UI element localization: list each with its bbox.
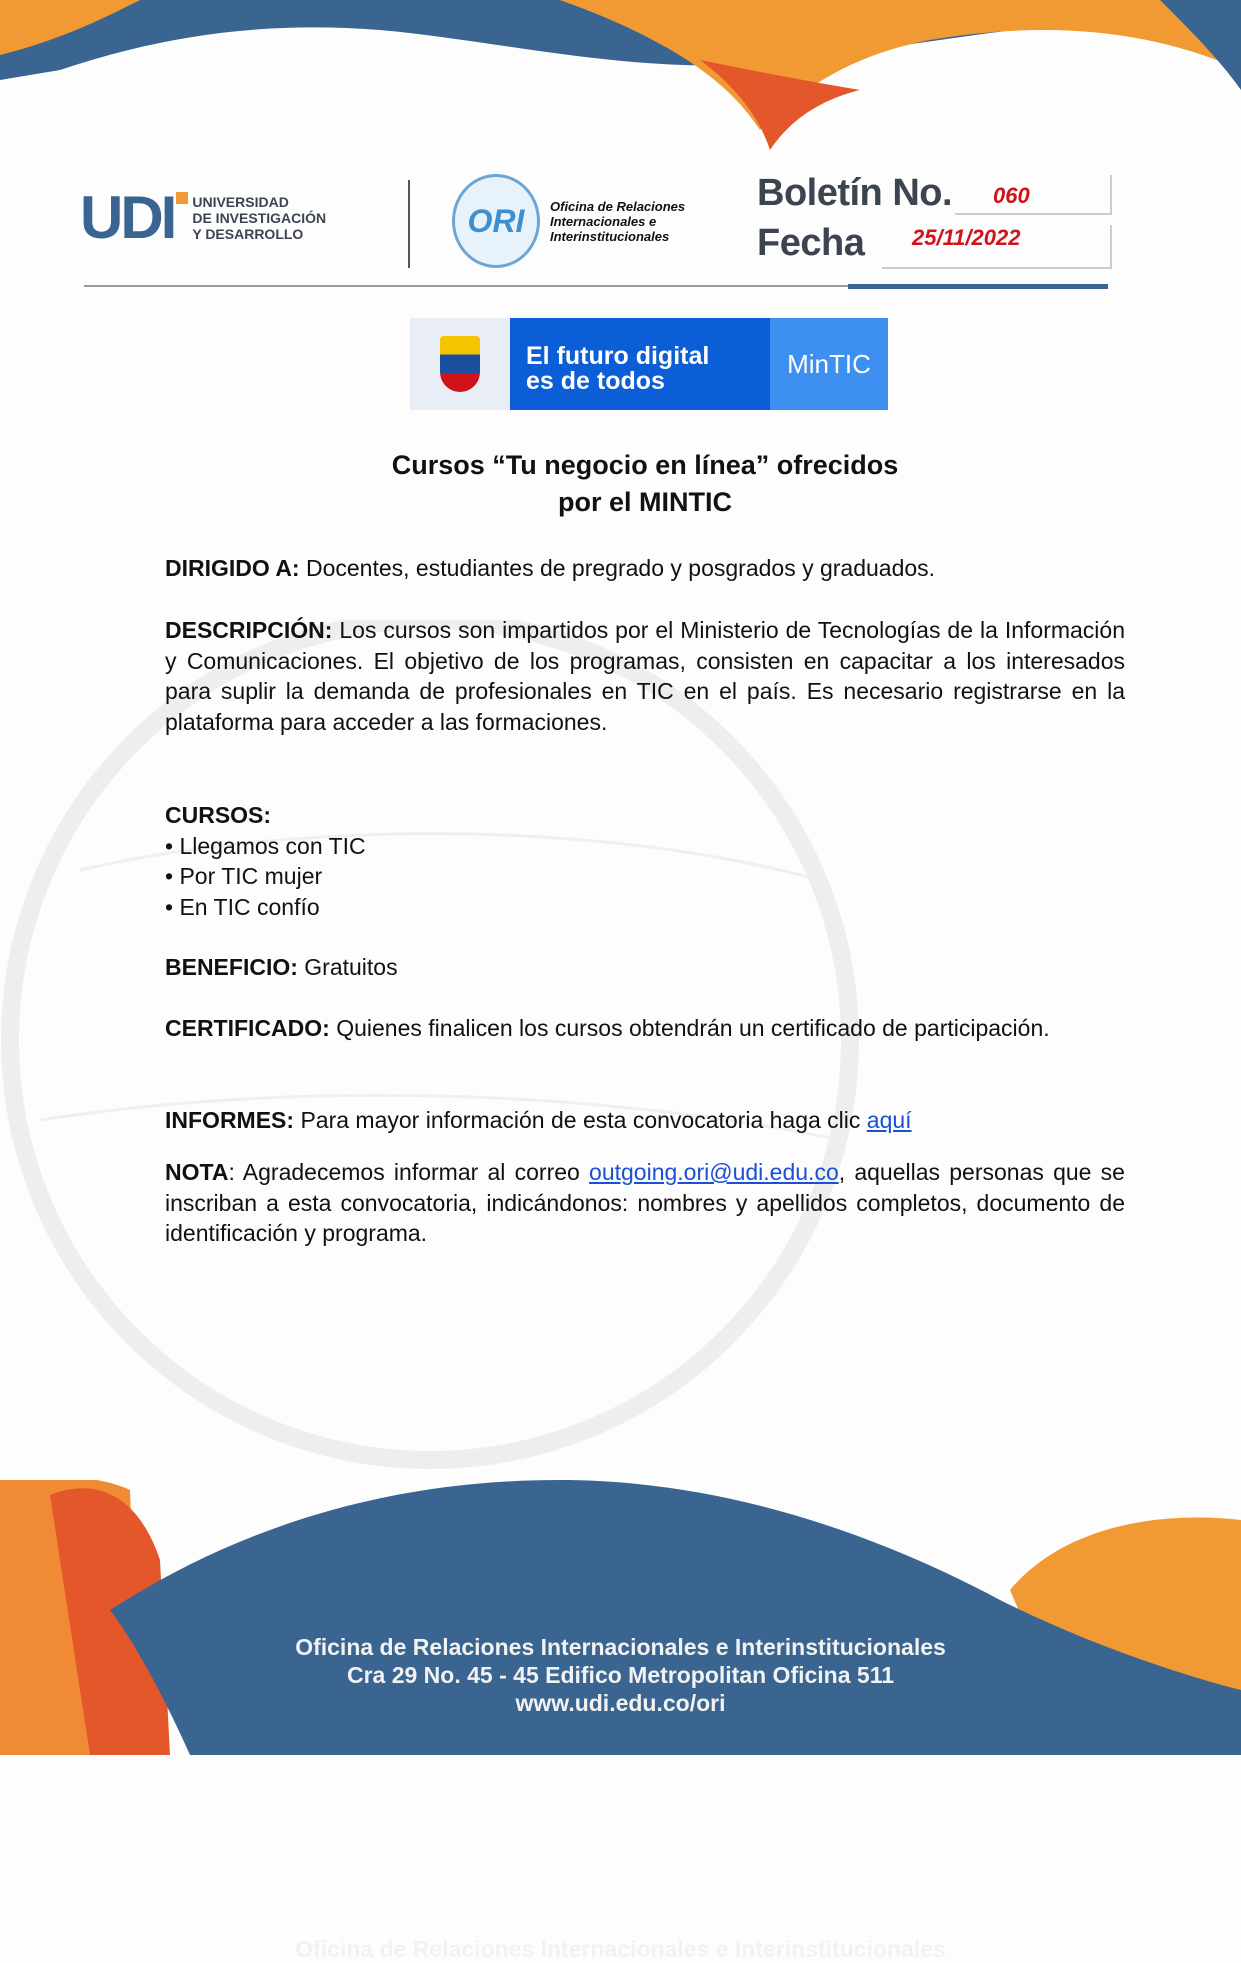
- header-rule-accent: [848, 284, 1108, 289]
- boletin-number: 060: [993, 183, 1030, 208]
- top-wave-decoration: [0, 0, 1241, 160]
- informes-paragraph: INFORMES: Para mayor información de esta convocatoria haga clic aquí: [165, 1107, 912, 1133]
- footer-website-link[interactable]: www.udi.edu.co/ori: [515, 1690, 726, 1716]
- ori-watermark: [0, 620, 900, 1520]
- colombia-coat-of-arms-icon: [410, 318, 510, 410]
- descripcion-paragraph: DESCRIPCIÓN: Los cursos son impartidos por el Ministerio de Tecnologías de la Información y Comunicaciones. El objetivo de los programas, consisten en capacitar a los interesados para suplir la demanda de profesionales en TIC en el país. Es necesario registrarse en la plataforma para acceder a las formaciones.: [165, 617, 1125, 735]
- boletin-label: Boletín No.: [757, 172, 953, 214]
- ori-logo: ORI Oficina de Relaciones Internacionales e Interinstitucionales: [452, 174, 685, 268]
- header-divider: [408, 180, 410, 268]
- aqui-link[interactable]: aquí: [866, 1107, 912, 1133]
- beneficio-paragraph: BENEFICIO: Gratuitos: [165, 954, 398, 980]
- cursos-section: CURSOS: • Llegamos con TIC • Por TIC mujer • En TIC confío: [165, 800, 1125, 922]
- list-item: • En TIC confío: [165, 893, 320, 920]
- globe-icon: ORI: [452, 174, 540, 268]
- footer-office: Oficina de Relaciones Internacionales e Interinstitucionales: [295, 1936, 946, 1962]
- fecha-label: Fecha: [757, 222, 865, 264]
- list-item: • Por TIC mujer: [165, 863, 323, 889]
- boletin-box: [955, 175, 1112, 215]
- dirigido-paragraph: DIRIGIDO A: Docentes, estudiantes de pregrado y posgrados y graduados.: [165, 555, 936, 581]
- list-item: • Llegamos con TIC: [165, 832, 366, 859]
- nota-paragraph: NOTA: Agradecemos informar al correo outgoing.ori@udi.edu.co, aquellas personas que se inscriban a esta convocatoria, indicándonos: nombres y apellidos completos, documento de identificación y programa.: [165, 1159, 1125, 1246]
- mintic-banner: El futuro digital es de todos MinTIC: [410, 318, 888, 410]
- fecha-value: 25/11/2022: [912, 225, 1021, 250]
- footer-address: Cra 29 No. 45 - 45 Edifico Metropolitan Oficina 511: [346, 1662, 895, 1688]
- email-link[interactable]: outgoing.ori@udi.edu.co: [589, 1159, 839, 1185]
- udi-logo: UDI UNIVERSIDAD DE INVESTIGACIÓN Y DESARROLLO: [80, 184, 327, 251]
- certificado-paragraph: CERTIFICADO: Quienes finalicen los cursos obtendrán un certificado de participación.: [165, 1015, 1050, 1041]
- page-title: Cursos “Tu negocio en línea” ofrecidos por el MINTIC: [391, 450, 899, 517]
- footer-line-1: Oficina de Relaciones Internacionales e Interinstitucionales: [295, 1634, 946, 1660]
